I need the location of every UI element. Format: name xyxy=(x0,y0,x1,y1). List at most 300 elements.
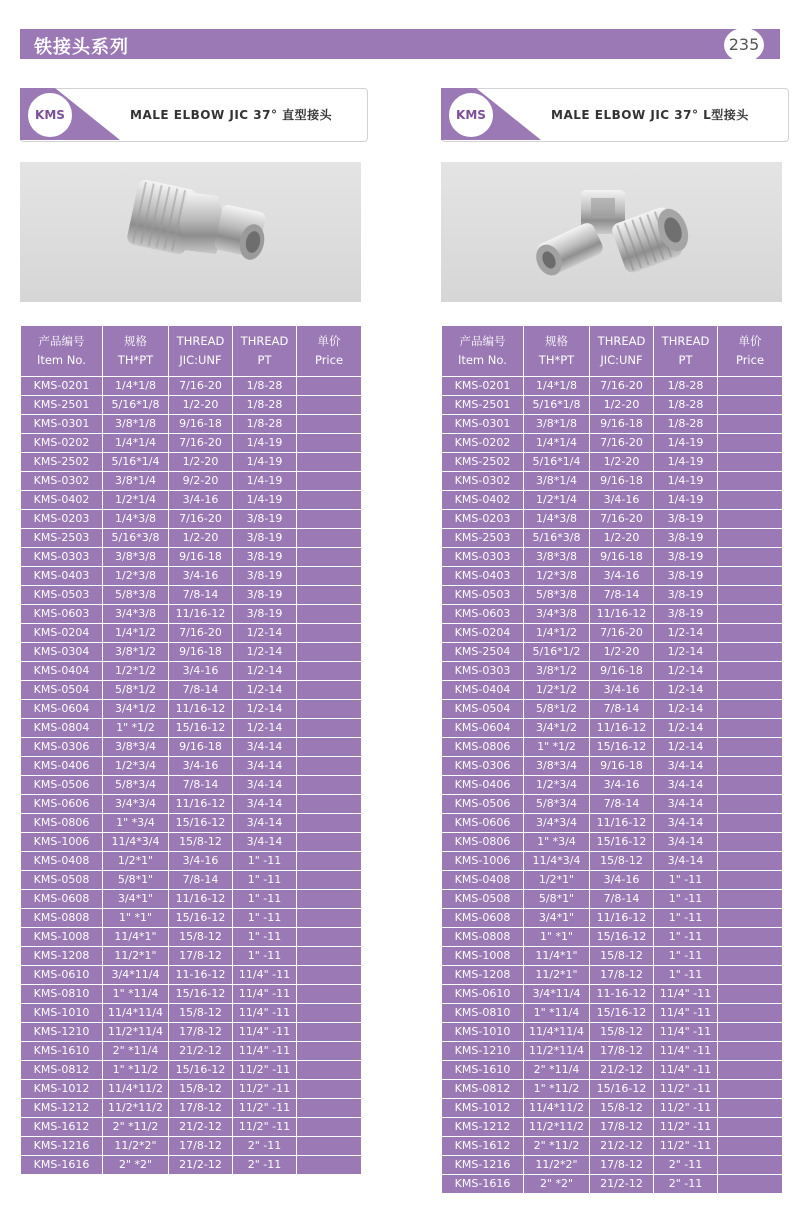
item-no-cell: KMS-0808 xyxy=(21,909,103,928)
price-cell xyxy=(718,453,783,472)
thread-pt-cell: 1/2-14 xyxy=(654,681,718,700)
item-no-cell: KMS-1010 xyxy=(21,1004,103,1023)
spec-cell: 2" *2" xyxy=(103,1156,169,1175)
thread-jic-cell: 17/8-12 xyxy=(169,1099,233,1118)
item-no-cell: KMS-2502 xyxy=(442,453,524,472)
thread-pt-cell: 3/8-19 xyxy=(654,605,718,624)
item-no-cell: KMS-2501 xyxy=(21,396,103,415)
price-cell xyxy=(297,1118,362,1137)
table-row xyxy=(442,719,783,738)
item-no-cell: KMS-1612 xyxy=(442,1137,524,1156)
spec-cell: 5/8*3/4 xyxy=(103,776,169,795)
price-cell xyxy=(718,396,783,415)
item-no-cell: KMS-0203 xyxy=(21,510,103,529)
spec-cell: 5/8*3/4 xyxy=(524,795,590,814)
table-row xyxy=(442,966,783,985)
table-row xyxy=(442,909,783,928)
thread-jic-cell: 9/16-18 xyxy=(590,662,654,681)
thread-pt-cell: 1/8-28 xyxy=(654,415,718,434)
thread-jic-cell: 3/4-16 xyxy=(169,757,233,776)
price-cell xyxy=(718,681,783,700)
thread-jic-cell: 15/8-12 xyxy=(590,1023,654,1042)
spec-cell: 1/2*1/2 xyxy=(103,662,169,681)
thread-pt-cell: 11/4" -11 xyxy=(233,985,297,1004)
price-cell xyxy=(297,1080,362,1099)
thread-jic-cell: 7/16-20 xyxy=(590,377,654,396)
price-cell xyxy=(718,833,783,852)
price-cell xyxy=(297,681,362,700)
table-row xyxy=(442,643,783,662)
item-no-cell: KMS-0203 xyxy=(442,510,524,529)
thread-pt-cell: 3/8-19 xyxy=(654,567,718,586)
table-row xyxy=(442,833,783,852)
table-row xyxy=(21,510,362,529)
spec-cell: 3/4*1/2 xyxy=(524,719,590,738)
kms-logo: KMS xyxy=(26,91,74,139)
thread-pt-cell: 3/4-14 xyxy=(233,814,297,833)
spec-cell: 1" *11/4 xyxy=(103,985,169,1004)
price-cell xyxy=(718,795,783,814)
thread-pt-cell: 11/4" -11 xyxy=(654,1042,718,1061)
table-row xyxy=(442,1118,783,1137)
spec-cell: 11/4*11/4 xyxy=(524,1023,590,1042)
thread-jic-cell: 9/16-18 xyxy=(169,548,233,567)
thread-pt-cell: 1" -11 xyxy=(654,909,718,928)
item-no-cell: KMS-0812 xyxy=(21,1061,103,1080)
thread-pt-cell: 3/8-19 xyxy=(233,510,297,529)
spec-cell: 1/4*1/4 xyxy=(103,434,169,453)
price-cell xyxy=(718,415,783,434)
price-cell xyxy=(297,1004,362,1023)
item-no-cell: KMS-1008 xyxy=(442,947,524,966)
thread-jic-cell: 17/8-12 xyxy=(590,1042,654,1061)
price-cell xyxy=(718,624,783,643)
thread-jic-cell: 7/8-14 xyxy=(590,890,654,909)
thread-pt-cell: 1" -11 xyxy=(654,947,718,966)
thread-pt-cell: 2" -11 xyxy=(233,1137,297,1156)
price-cell xyxy=(718,719,783,738)
spec-cell: 5/8*1" xyxy=(524,890,590,909)
thread-pt-cell: 1/2-14 xyxy=(654,700,718,719)
thread-jic-cell: 15/16-12 xyxy=(590,738,654,757)
table-row xyxy=(21,1137,362,1156)
table-row xyxy=(21,1004,362,1023)
thread-jic-cell: 7/16-20 xyxy=(590,624,654,643)
thread-pt-cell: 1/2-14 xyxy=(654,738,718,757)
table-row xyxy=(442,396,783,415)
thread-pt-cell: 1/8-28 xyxy=(654,396,718,415)
item-no-cell: KMS-0610 xyxy=(21,966,103,985)
thread-pt-cell: 1/4-19 xyxy=(233,453,297,472)
price-cell xyxy=(297,605,362,624)
spec-cell: 5/8*3/8 xyxy=(524,586,590,605)
table-row xyxy=(21,852,362,871)
thread-pt-cell: 3/8-19 xyxy=(654,510,718,529)
price-cell xyxy=(297,377,362,396)
thread-pt-cell: 3/8-19 xyxy=(654,529,718,548)
product-title: MALE ELBOW JIC 37° 直型接头 xyxy=(130,108,333,122)
price-cell xyxy=(297,719,362,738)
price-cell xyxy=(718,567,783,586)
thread-jic-cell: 17/8-12 xyxy=(590,1156,654,1175)
item-no-cell: KMS-1610 xyxy=(21,1042,103,1061)
thread-jic-cell: 1/2-20 xyxy=(169,453,233,472)
thread-pt-cell: 11/2" -11 xyxy=(233,1118,297,1137)
col-header-thread-jic: THREAD JIC:UNF xyxy=(590,326,654,377)
item-no-cell: KMS-0810 xyxy=(21,985,103,1004)
spec-cell: 11/2*2" xyxy=(103,1137,169,1156)
thread-jic-cell: 15/16-12 xyxy=(169,985,233,1004)
thread-pt-cell: 3/4-14 xyxy=(654,833,718,852)
thread-jic-cell: 15/8-12 xyxy=(590,852,654,871)
price-cell xyxy=(297,567,362,586)
thread-jic-cell: 15/8-12 xyxy=(169,1080,233,1099)
thread-jic-cell: 17/8-12 xyxy=(590,966,654,985)
item-no-cell: KMS-1008 xyxy=(21,928,103,947)
table-row xyxy=(21,1156,362,1175)
spec-cell: 1" *1/2 xyxy=(103,719,169,738)
table-row xyxy=(21,1023,362,1042)
spec-cell: 3/8*1/2 xyxy=(103,643,169,662)
price-cell xyxy=(297,453,362,472)
thread-jic-cell: 7/8-14 xyxy=(169,586,233,605)
thread-jic-cell: 9/16-18 xyxy=(169,415,233,434)
page-number: 235 xyxy=(724,28,764,62)
table-row xyxy=(442,700,783,719)
thread-pt-cell: 1" -11 xyxy=(233,928,297,947)
price-cell xyxy=(297,1042,362,1061)
spec-table xyxy=(20,325,362,1175)
price-cell xyxy=(718,871,783,890)
price-cell xyxy=(297,434,362,453)
table-row xyxy=(442,605,783,624)
price-cell xyxy=(297,871,362,890)
price-cell xyxy=(718,377,783,396)
table-row xyxy=(442,453,783,472)
price-cell xyxy=(718,890,783,909)
thread-jic-cell: 15/16-12 xyxy=(590,833,654,852)
thread-pt-cell: 3/4-14 xyxy=(654,814,718,833)
thread-pt-cell: 1/2-14 xyxy=(233,662,297,681)
table-row xyxy=(442,1156,783,1175)
thread-jic-cell: 21/2-12 xyxy=(590,1061,654,1080)
price-cell xyxy=(297,928,362,947)
elbow-fitting-image xyxy=(441,162,782,302)
item-no-cell: KMS-0503 xyxy=(442,586,524,605)
thread-pt-cell: 1" -11 xyxy=(654,966,718,985)
item-no-cell: KMS-1212 xyxy=(21,1099,103,1118)
item-no-cell: KMS-0812 xyxy=(442,1080,524,1099)
thread-jic-cell: 3/4-16 xyxy=(169,662,233,681)
item-no-cell: KMS-2503 xyxy=(21,529,103,548)
thread-pt-cell: 11/2" -11 xyxy=(654,1118,718,1137)
table-row xyxy=(21,529,362,548)
straight-fitting-image xyxy=(20,162,361,302)
spec-cell: 1/2*1/4 xyxy=(103,491,169,510)
price-cell xyxy=(297,814,362,833)
price-cell xyxy=(718,434,783,453)
thread-pt-cell: 1/4-19 xyxy=(233,491,297,510)
thread-jic-cell: 3/4-16 xyxy=(590,681,654,700)
item-no-cell: KMS-0808 xyxy=(442,928,524,947)
item-no-cell: KMS-1616 xyxy=(442,1175,524,1194)
item-no-cell: KMS-0508 xyxy=(21,871,103,890)
price-cell xyxy=(297,890,362,909)
item-no-cell: KMS-0301 xyxy=(21,415,103,434)
item-no-cell: KMS-0603 xyxy=(21,605,103,624)
spec-cell: 3/8*1/4 xyxy=(524,472,590,491)
spec-cell: 1" *1" xyxy=(524,928,590,947)
table-row xyxy=(21,776,362,795)
table-row xyxy=(21,814,362,833)
price-cell xyxy=(297,624,362,643)
thread-jic-cell: 11/16-12 xyxy=(169,795,233,814)
table-row xyxy=(21,928,362,947)
thread-jic-cell: 15/8-12 xyxy=(169,833,233,852)
table-row xyxy=(442,757,783,776)
spec-cell: 11/4*1" xyxy=(103,928,169,947)
thread-jic-cell: 11/16-12 xyxy=(590,605,654,624)
item-no-cell: KMS-1210 xyxy=(21,1023,103,1042)
spec-cell: 1/2*1" xyxy=(103,852,169,871)
thread-pt-cell: 1/2-14 xyxy=(233,624,297,643)
thread-pt-cell: 11/4" -11 xyxy=(233,966,297,985)
thread-jic-cell: 21/2-12 xyxy=(169,1042,233,1061)
spec-cell: 5/8*1/2 xyxy=(524,700,590,719)
price-cell xyxy=(718,852,783,871)
item-no-cell: KMS-0202 xyxy=(21,434,103,453)
thread-pt-cell: 1" -11 xyxy=(654,890,718,909)
table-row xyxy=(21,681,362,700)
table-row xyxy=(21,643,362,662)
thread-pt-cell: 2" -11 xyxy=(233,1156,297,1175)
thread-jic-cell: 15/8-12 xyxy=(590,947,654,966)
table-row xyxy=(442,1099,783,1118)
item-no-cell: KMS-0201 xyxy=(21,377,103,396)
table-row xyxy=(442,662,783,681)
thread-jic-cell: 7/8-14 xyxy=(169,681,233,700)
table-row xyxy=(442,1023,783,1042)
table-row xyxy=(21,472,362,491)
thread-jic-cell: 15/8-12 xyxy=(169,928,233,947)
spec-cell: 1" *11/2 xyxy=(103,1061,169,1080)
table-row xyxy=(21,871,362,890)
thread-jic-cell: 9/16-18 xyxy=(590,472,654,491)
thread-jic-cell: 17/8-12 xyxy=(169,1023,233,1042)
price-cell xyxy=(718,1023,783,1042)
thread-pt-cell: 1/8-28 xyxy=(654,377,718,396)
price-cell xyxy=(718,776,783,795)
item-no-cell: KMS-0603 xyxy=(442,605,524,624)
thread-jic-cell: 15/16-12 xyxy=(169,1061,233,1080)
spec-cell: 3/4*11/4 xyxy=(103,966,169,985)
table-row xyxy=(21,1061,362,1080)
thread-jic-cell: 7/16-20 xyxy=(169,434,233,453)
thread-jic-cell: 3/4-16 xyxy=(590,871,654,890)
price-cell xyxy=(297,643,362,662)
price-cell xyxy=(718,605,783,624)
thread-pt-cell: 11/2" -11 xyxy=(654,1080,718,1099)
spec-cell: 1/4*3/8 xyxy=(103,510,169,529)
spec-cell: 5/8*3/8 xyxy=(103,586,169,605)
table-row xyxy=(442,928,783,947)
spec-cell: 1/4*1/8 xyxy=(524,377,590,396)
item-no-cell: KMS-0506 xyxy=(21,776,103,795)
item-no-cell: KMS-2502 xyxy=(21,453,103,472)
section-title: 铁接头系列 xyxy=(34,37,129,58)
item-no-cell: KMS-0408 xyxy=(442,871,524,890)
item-no-cell: KMS-0408 xyxy=(21,852,103,871)
spec-cell: 3/4*1/2 xyxy=(103,700,169,719)
table-row xyxy=(21,1080,362,1099)
thread-pt-cell: 3/8-19 xyxy=(233,529,297,548)
col-header-item: 产品编号 ltem No. xyxy=(21,326,103,377)
spec-cell: 5/16*1/8 xyxy=(524,396,590,415)
spec-cell: 3/4*1" xyxy=(524,909,590,928)
thread-jic-cell: 15/16-12 xyxy=(590,1080,654,1099)
thread-pt-cell: 3/4-14 xyxy=(233,795,297,814)
spec-cell: 5/16*3/8 xyxy=(524,529,590,548)
thread-pt-cell: 3/8-19 xyxy=(233,605,297,624)
col-header-thread-jic: THREAD JIC:UNF xyxy=(169,326,233,377)
table-row xyxy=(21,491,362,510)
table-row xyxy=(442,510,783,529)
thread-pt-cell: 11/2" -11 xyxy=(654,1137,718,1156)
thread-pt-cell: 3/8-19 xyxy=(233,586,297,605)
price-cell xyxy=(718,548,783,567)
thread-pt-cell: 3/8-19 xyxy=(654,548,718,567)
thread-jic-cell: 15/16-12 xyxy=(169,814,233,833)
thread-pt-cell: 3/4-14 xyxy=(654,757,718,776)
table-row xyxy=(21,757,362,776)
table-row xyxy=(442,738,783,757)
price-cell xyxy=(718,947,783,966)
thread-pt-cell: 1/8-28 xyxy=(233,396,297,415)
thread-pt-cell: 3/4-14 xyxy=(654,776,718,795)
col-header-spec: 规格 TH*PT xyxy=(524,326,590,377)
thread-jic-cell: 7/8-14 xyxy=(590,795,654,814)
price-cell xyxy=(297,700,362,719)
thread-pt-cell: 1/2-14 xyxy=(233,681,297,700)
thread-pt-cell: 3/4-14 xyxy=(233,757,297,776)
table-row xyxy=(21,586,362,605)
price-cell xyxy=(718,1004,783,1023)
thread-jic-cell: 7/16-20 xyxy=(169,624,233,643)
thread-jic-cell: 7/16-20 xyxy=(169,510,233,529)
thread-pt-cell: 3/8-19 xyxy=(654,586,718,605)
table-row xyxy=(442,434,783,453)
spec-cell: 1" *1" xyxy=(103,909,169,928)
table-row xyxy=(21,662,362,681)
price-cell xyxy=(718,510,783,529)
price-cell xyxy=(297,776,362,795)
item-no-cell: KMS-0604 xyxy=(442,719,524,738)
thread-pt-cell: 1/8-28 xyxy=(233,415,297,434)
spec-cell: 1/4*1/4 xyxy=(524,434,590,453)
spec-cell: 11/2*11/2 xyxy=(103,1099,169,1118)
spec-cell: 1/2*3/8 xyxy=(103,567,169,586)
price-cell xyxy=(297,472,362,491)
thread-jic-cell: 15/8-12 xyxy=(169,1004,233,1023)
table-row xyxy=(21,719,362,738)
item-no-cell: KMS-0306 xyxy=(442,757,524,776)
thread-pt-cell: 11/4" -11 xyxy=(233,1042,297,1061)
spec-cell: 1/2*1/4 xyxy=(524,491,590,510)
table-row xyxy=(21,567,362,586)
table-row xyxy=(21,1042,362,1061)
item-no-cell: KMS-1212 xyxy=(442,1118,524,1137)
spec-cell: 11/4*11/2 xyxy=(524,1099,590,1118)
table-row xyxy=(21,909,362,928)
spec-cell: 5/16*1/4 xyxy=(524,453,590,472)
spec-cell: 5/8*1/2 xyxy=(103,681,169,700)
thread-jic-cell: 17/8-12 xyxy=(169,947,233,966)
price-cell xyxy=(718,814,783,833)
price-cell xyxy=(297,1137,362,1156)
thread-jic-cell: 11/16-12 xyxy=(590,814,654,833)
price-cell xyxy=(297,985,362,1004)
spec-cell: 3/4*3/4 xyxy=(103,795,169,814)
thread-jic-cell: 1/2-20 xyxy=(590,643,654,662)
thread-pt-cell: 1" -11 xyxy=(233,871,297,890)
table-row xyxy=(442,567,783,586)
price-cell xyxy=(297,947,362,966)
thread-pt-cell: 1/4-19 xyxy=(654,453,718,472)
price-cell xyxy=(718,662,783,681)
price-cell xyxy=(297,1023,362,1042)
item-no-cell: KMS-0302 xyxy=(21,472,103,491)
item-no-cell: KMS-0508 xyxy=(442,890,524,909)
item-no-cell: KMS-0204 xyxy=(21,624,103,643)
item-no-cell: KMS-1012 xyxy=(442,1099,524,1118)
spec-cell: 11/4*1" xyxy=(524,947,590,966)
price-cell xyxy=(718,757,783,776)
thread-pt-cell: 3/8-19 xyxy=(233,548,297,567)
thread-jic-cell: 1/2-20 xyxy=(590,396,654,415)
price-cell xyxy=(297,738,362,757)
thread-pt-cell: 1/2-14 xyxy=(654,643,718,662)
table-row xyxy=(442,1061,783,1080)
thread-pt-cell: 1" -11 xyxy=(233,947,297,966)
thread-jic-cell: 21/2-12 xyxy=(169,1118,233,1137)
thread-pt-cell: 1/2-14 xyxy=(233,719,297,738)
product-photo xyxy=(20,162,361,302)
item-no-cell: KMS-1616 xyxy=(21,1156,103,1175)
item-no-cell: KMS-1010 xyxy=(442,1023,524,1042)
item-no-cell: KMS-1208 xyxy=(442,966,524,985)
item-no-cell: KMS-1612 xyxy=(21,1118,103,1137)
thread-jic-cell: 9/16-18 xyxy=(590,757,654,776)
thread-jic-cell: 3/4-16 xyxy=(590,567,654,586)
thread-pt-cell: 3/4-14 xyxy=(233,776,297,795)
table-row xyxy=(21,738,362,757)
table-row xyxy=(442,548,783,567)
thread-pt-cell: 1" -11 xyxy=(233,852,297,871)
thread-pt-cell: 3/4-14 xyxy=(233,833,297,852)
table-row xyxy=(21,548,362,567)
item-no-cell: KMS-0403 xyxy=(21,567,103,586)
thread-jic-cell: 17/8-12 xyxy=(169,1137,233,1156)
spec-cell: 3/4*1" xyxy=(103,890,169,909)
col-header-price: 单价 Price xyxy=(297,326,362,377)
price-cell xyxy=(297,1099,362,1118)
thread-jic-cell: 9/2-20 xyxy=(169,472,233,491)
table-row xyxy=(21,795,362,814)
item-no-cell: KMS-0404 xyxy=(21,662,103,681)
thread-pt-cell: 11/4" -11 xyxy=(233,1004,297,1023)
item-no-cell: KMS-0402 xyxy=(442,491,524,510)
item-no-cell: KMS-0606 xyxy=(21,795,103,814)
